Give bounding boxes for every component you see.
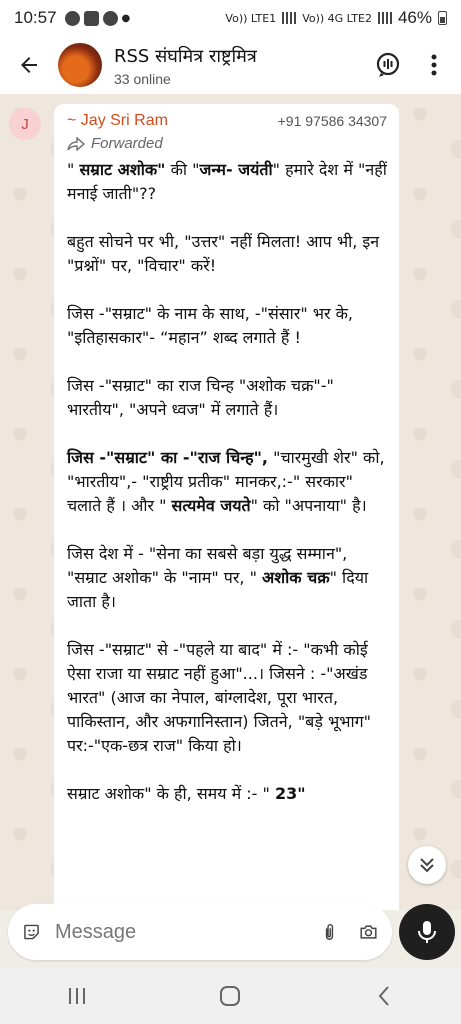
network-2-label: Vo)) 4G LTE2 bbox=[302, 11, 372, 25]
message-paragraph bbox=[67, 158, 387, 206]
message-paragraph bbox=[67, 638, 387, 758]
forward-notification-icon bbox=[84, 11, 99, 26]
voice-chat-icon bbox=[375, 52, 401, 78]
text-run: " दिया जाता है। bbox=[67, 568, 369, 611]
message-input[interactable] bbox=[55, 921, 320, 944]
back-chevron-icon bbox=[377, 985, 391, 1007]
recents-icon bbox=[67, 987, 87, 1005]
back-button[interactable] bbox=[0, 36, 58, 94]
forwarded-text: Forwarded bbox=[91, 135, 163, 152]
sender-phone[interactable]: +91 97586 34307 bbox=[277, 113, 387, 129]
text-run: " bbox=[67, 160, 80, 179]
paperclip-icon[interactable] bbox=[320, 919, 339, 945]
whatsapp-notification-icon bbox=[65, 11, 80, 26]
recents-button[interactable] bbox=[47, 976, 107, 1016]
battery-icon bbox=[438, 11, 447, 25]
forwarded-label bbox=[67, 132, 387, 155]
sender-name[interactable]: ~ Jay Sri Ram bbox=[67, 112, 168, 129]
more-notifications-dot: ● bbox=[121, 12, 131, 24]
network-1-label: Vo)) LTE1 bbox=[225, 11, 277, 25]
bold-text: सम्राट अशोक" bbox=[79, 160, 166, 179]
home-icon bbox=[219, 985, 241, 1007]
scroll-to-bottom-button[interactable] bbox=[408, 846, 446, 884]
bold-text: 23" bbox=[274, 784, 306, 803]
message-paragraph bbox=[67, 446, 387, 518]
whatsapp-notification-icon bbox=[103, 11, 118, 26]
text-run: " को "अपनाया" है। bbox=[250, 496, 367, 515]
group-avatar[interactable] bbox=[58, 43, 102, 87]
double-chevron-down-icon bbox=[418, 856, 436, 874]
chat-header bbox=[0, 36, 461, 94]
message-bubble[interactable] bbox=[54, 104, 399, 910]
back-arrow-icon bbox=[17, 53, 41, 77]
bold-text: सत्यमेव जयते bbox=[171, 496, 251, 515]
text-run: जिस -"सम्राट" से -"पहले या बाद" में :- "कभी कोई ऐसा राजा या सम्राट नहीं हुआ"...। जिसने : -"अखंड भारत" (आज का नेपाल, बांग्लादेश, पूरा भारत, पाकिस्तान, और अफगानिस्तान) जितने, "बड़े भूभाग" पर:-"एक-छत्र राज" किया हो। bbox=[67, 640, 371, 755]
text-run: "चारमुखी शेर" को, "भारतीय",- "राष्ट्रीय प्रतीक" मानकर,:-" सरकार" चलाते हैं । और " bbox=[67, 448, 385, 515]
chat-subtitle: 33 online bbox=[114, 70, 171, 87]
signal-1-icon bbox=[282, 12, 296, 24]
message-paragraph bbox=[67, 230, 387, 278]
mic-icon bbox=[416, 919, 438, 945]
signal-2-icon bbox=[378, 12, 392, 24]
text-run: जिस देश में - "सेना का सबसे बड़ा युद्ध सम्मान", "सम्राट अशोक" के "नाम" पर, " bbox=[67, 544, 348, 587]
forwarded-icon bbox=[67, 137, 85, 151]
text-run: जिस -"सम्राट" के नाम के साथ, -"संसार" भर के, "इतिहासकार"- “महान” शब्द लगाते हैं ! bbox=[67, 304, 354, 347]
sender-avatar[interactable]: J bbox=[9, 108, 41, 140]
bold-text: जिस -"सम्राट" का -"राज चिन्ह", bbox=[67, 448, 268, 467]
status-right bbox=[225, 8, 447, 28]
message-text bbox=[67, 158, 387, 806]
text-run: सम्राट अशोक" के ही, समय में :- " bbox=[67, 784, 275, 803]
message-paragraph bbox=[67, 782, 387, 806]
back-nav-button[interactable] bbox=[354, 976, 414, 1016]
bold-text: जन्म- जयंती bbox=[199, 160, 273, 179]
message-paragraph bbox=[67, 374, 387, 422]
more-vert-icon bbox=[431, 54, 437, 76]
system-nav-bar bbox=[0, 968, 461, 1024]
message-paragraph bbox=[67, 302, 387, 350]
text-run: की " bbox=[165, 160, 200, 179]
bold-text: अशोक चक्र bbox=[262, 568, 330, 587]
message-paragraph bbox=[67, 542, 387, 614]
status-bar bbox=[0, 0, 461, 36]
text-run: जिस -"सम्राट" का राज चिन्ह "अशोक चक्र"-" भारतीय", "अपने ध्वज" में लगाते हैं। bbox=[67, 376, 334, 419]
camera-icon[interactable] bbox=[359, 919, 378, 945]
sticker-icon[interactable] bbox=[22, 919, 41, 945]
more-options-button[interactable] bbox=[411, 42, 457, 88]
home-button[interactable] bbox=[200, 976, 260, 1016]
chat-title-block[interactable] bbox=[114, 44, 365, 87]
voice-record-button[interactable] bbox=[399, 904, 455, 960]
message-header bbox=[67, 110, 387, 132]
composer bbox=[0, 896, 461, 968]
message-input-box[interactable] bbox=[8, 904, 392, 960]
battery-percent: 46% bbox=[397, 8, 432, 27]
chat-area[interactable] bbox=[0, 94, 461, 910]
text-run: बहुत सोचने पर भी, "उत्तर" नहीं मिलता! आप भी, इन "प्रश्नों" पर, "विचार" करें! bbox=[67, 232, 380, 275]
status-time: 10:57 bbox=[14, 8, 57, 27]
chat-title: RSS संघमित्र राष्ट्रमित्र bbox=[114, 45, 257, 67]
text-run: " हमारे देश में "नहीं मनाई जाती"?? bbox=[67, 160, 387, 203]
voice-chat-button[interactable] bbox=[365, 42, 411, 88]
